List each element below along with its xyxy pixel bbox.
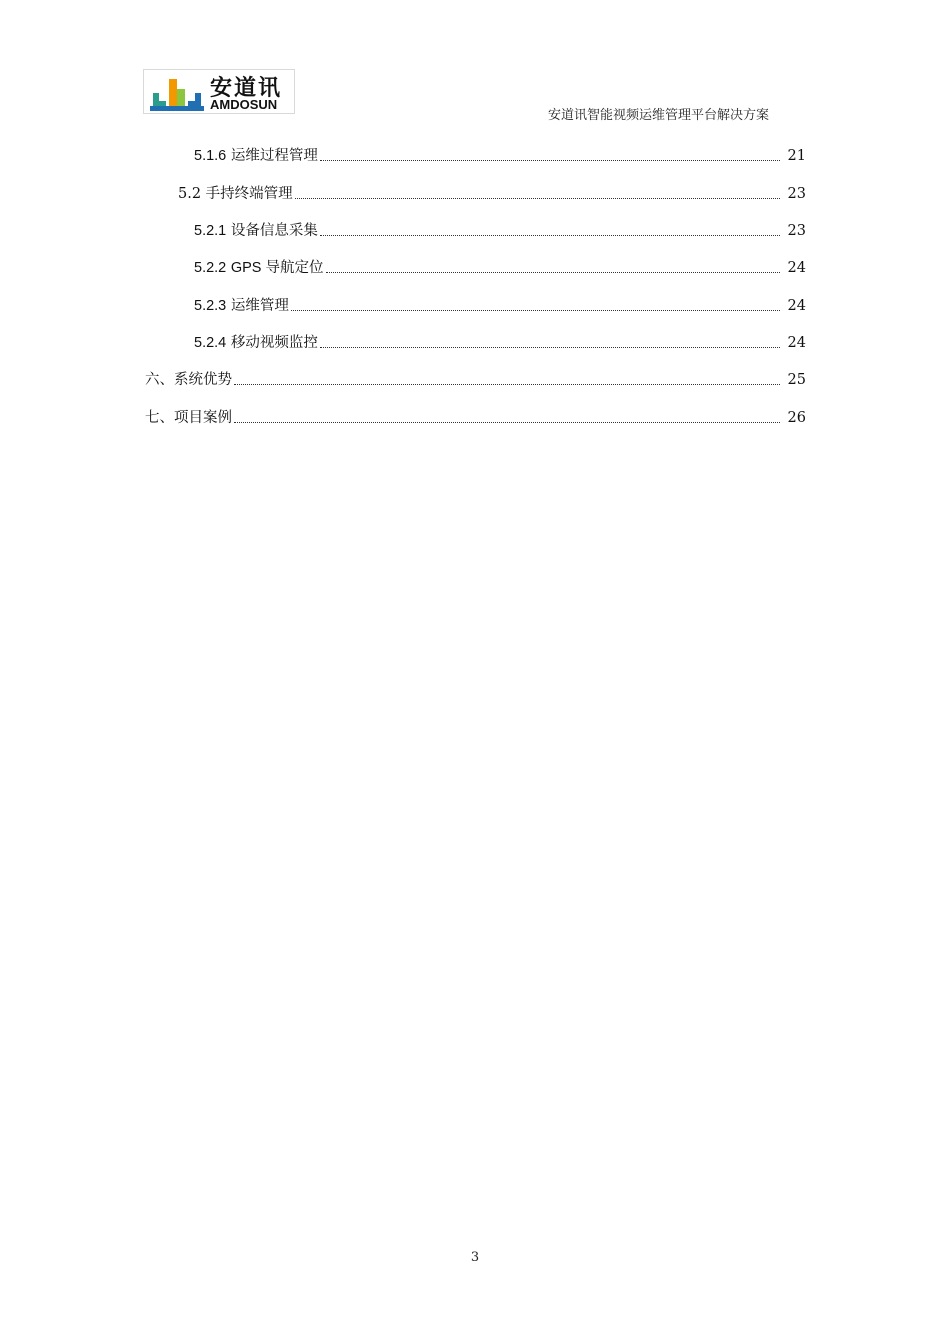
toc-entry-number: 5.1.6 (194, 148, 227, 164)
toc-entry-title: 手持终端管理 (205, 186, 293, 202)
toc-entry-number: 5.2.4 (194, 335, 227, 351)
document-title: 安道讯智能视频运维管理平台解决方案 (547, 108, 769, 123)
toc-entry-number: 5.2 (178, 186, 202, 202)
toc-entry-number: 七、 (145, 410, 174, 426)
toc-dot-leader (234, 384, 780, 385)
toc-entry-page: 23 (787, 223, 806, 239)
toc-entry-number: 六、 (145, 372, 174, 388)
toc-entry-chapter-6[interactable] (145, 369, 806, 391)
toc-dot-leader (291, 310, 780, 311)
logo-mark-icon (150, 75, 204, 111)
toc-entry-page: 24 (787, 298, 806, 314)
toc-entry-5-2-3[interactable] (194, 295, 806, 317)
logo-name-en: AMDOSUN (210, 97, 278, 112)
toc-entry-number: 5.2.3 (194, 298, 227, 314)
toc-entry-label (194, 332, 320, 354)
toc-entry-5-2-4[interactable] (194, 332, 806, 354)
toc-entry-title: GPS 导航定位 (230, 260, 324, 276)
toc-entry-page: 25 (787, 372, 806, 388)
toc-entry-page: 21 (787, 148, 806, 164)
toc-dot-leader (234, 422, 780, 423)
toc-entry-title: 移动视频监控 (230, 335, 318, 351)
toc-entry-title: 运维管理 (230, 298, 289, 314)
toc-dot-leader (320, 235, 780, 236)
toc-dot-leader (295, 198, 780, 199)
toc-entry-title: 项目案例 (174, 410, 232, 426)
toc-entry-5-2-1[interactable] (194, 220, 806, 242)
toc-entry-5-2[interactable] (178, 183, 806, 205)
toc-entry-title: 设备信息采集 (230, 223, 318, 239)
toc-entry-label (194, 257, 326, 279)
toc-dot-leader (320, 347, 780, 348)
toc-entry-page: 24 (787, 260, 806, 276)
toc-entry-page: 24 (787, 335, 806, 351)
toc-entry-number: 5.2.2 (194, 260, 227, 276)
toc-entry-label (145, 407, 234, 429)
toc-entry-label (178, 183, 295, 205)
toc-dot-leader (320, 160, 780, 161)
toc-entry-5-1-6[interactable] (194, 145, 806, 167)
toc-entry-label (194, 295, 291, 317)
toc-entry-number: 5.2.1 (194, 223, 227, 239)
toc-entry-label (194, 145, 320, 167)
toc-dot-leader (326, 272, 780, 273)
toc-entry-title: 运维过程管理 (230, 148, 318, 164)
toc-entry-label (194, 220, 320, 242)
company-logo (143, 69, 295, 114)
toc-entry-label (145, 369, 234, 391)
toc-entry-title: 系统优势 (174, 372, 232, 388)
toc-entry-page: 23 (787, 186, 806, 202)
toc-entry-5-2-2[interactable] (194, 257, 806, 279)
toc-entry-page: 26 (787, 410, 806, 426)
page-number: 3 (470, 1250, 480, 1265)
logo-name-cn: 安道讯 (210, 76, 283, 101)
toc-entry-chapter-7[interactable] (145, 407, 806, 429)
